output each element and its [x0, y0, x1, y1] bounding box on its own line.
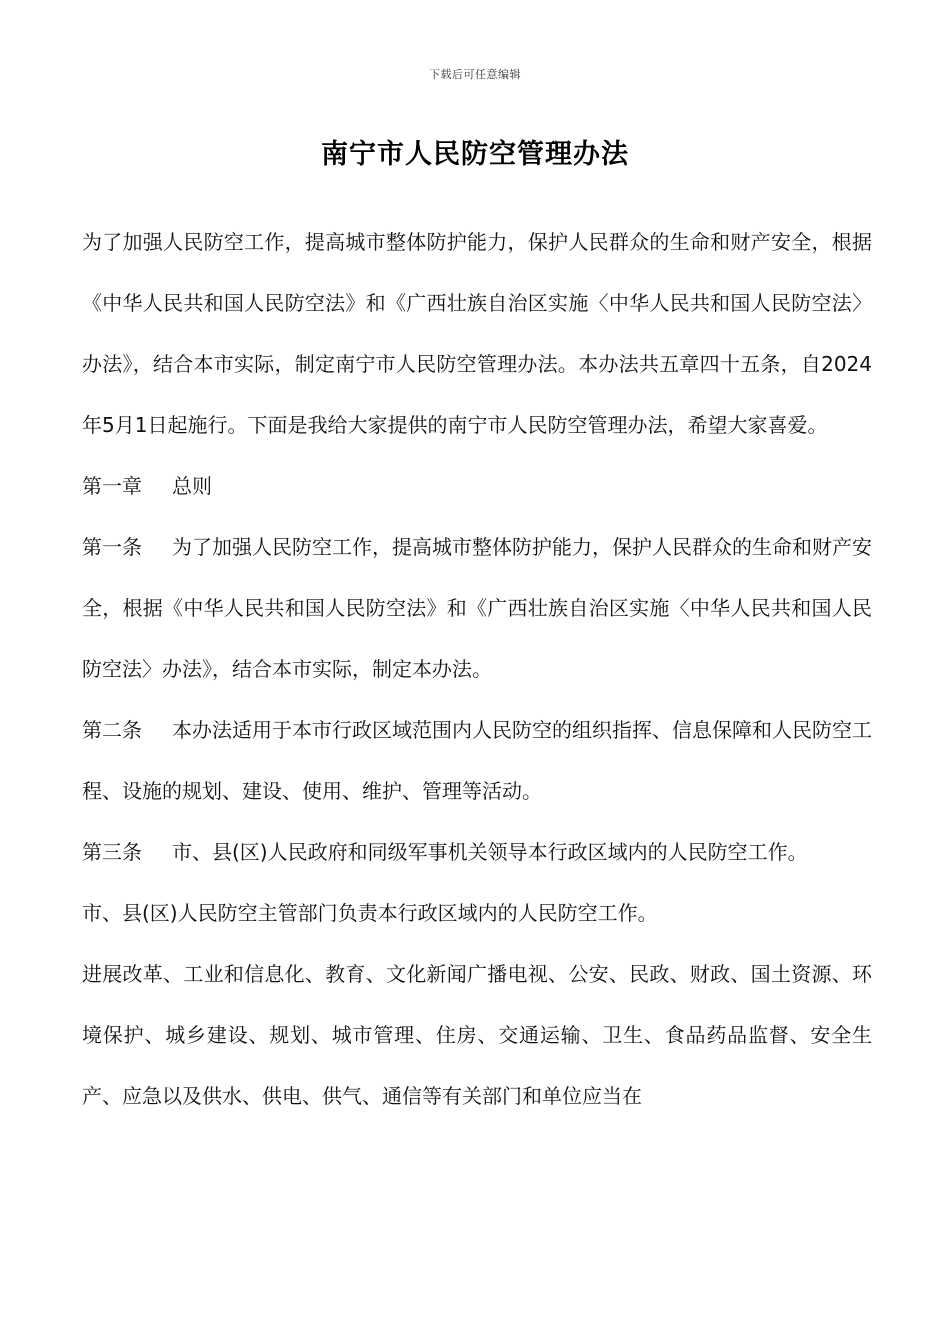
article-text: 本办法适用于本市行政区域范围内人民防空的组织指挥、信息保障和人民防空工程、设施的规划、建设、使用、维护、管理等活动。 [82, 718, 872, 803]
article-label: 第二条 [82, 718, 142, 742]
article-text: 市、县(区)人民政府和同级军事机关领导本行政区域内的人民防空工作。 [172, 840, 808, 864]
header-note: 下载后可任意编辑 [429, 68, 521, 81]
chapter-title: 总则 [172, 474, 212, 498]
chapter-heading [82, 456, 872, 517]
article-text: 为了加强人民防空工作，提高城市整体防护能力，保护人民群众的生命和财产安全，根据《中华人民共和国人民防空法》和《广西壮族自治区实施〈中华人民共和国人民防空法〉办法》，结合本市实际，制定本办法。 [82, 535, 872, 681]
document-title: 南宁市人民防空管理办法 [321, 139, 629, 170]
body-paragraph: 进展改革、工业和信息化、教育、文化新闻广播电视、公安、民政、财政、国土资源、环境保护、城乡建设、规划、城市管理、住房、交通运输、卫生、食品药品监督、安全生产、应急以及供水、供电、供气、通信等有关部门和单位应当在 [82, 962, 872, 1108]
intro-paragraph: 为了加强人民防空工作，提高城市整体防护能力，保护人民群众的生命和财产安全，根据《中华人民共和国人民防空法》和《广西壮族自治区实施〈中华人民共和国人民防空法〉办法》，结合本市实际，制定南宁市人民防空管理办法。本办法共五章四十五条，自2024年5月1日起施行。下面是我给大家提供的南宁市人民防空管理办法，希望大家喜爱。 [82, 230, 872, 437]
article-2 [82, 700, 872, 822]
body-paragraph: 市、县(区)人民防空主管部门负责本行政区域内的人民防空工作。 [82, 901, 658, 925]
article-1 [82, 517, 872, 700]
article-label: 第三条 [82, 840, 142, 864]
article-label: 第一条 [82, 535, 142, 559]
document-body [82, 212, 872, 1127]
article-3 [82, 822, 872, 883]
chapter-label: 第一章 [82, 474, 142, 498]
